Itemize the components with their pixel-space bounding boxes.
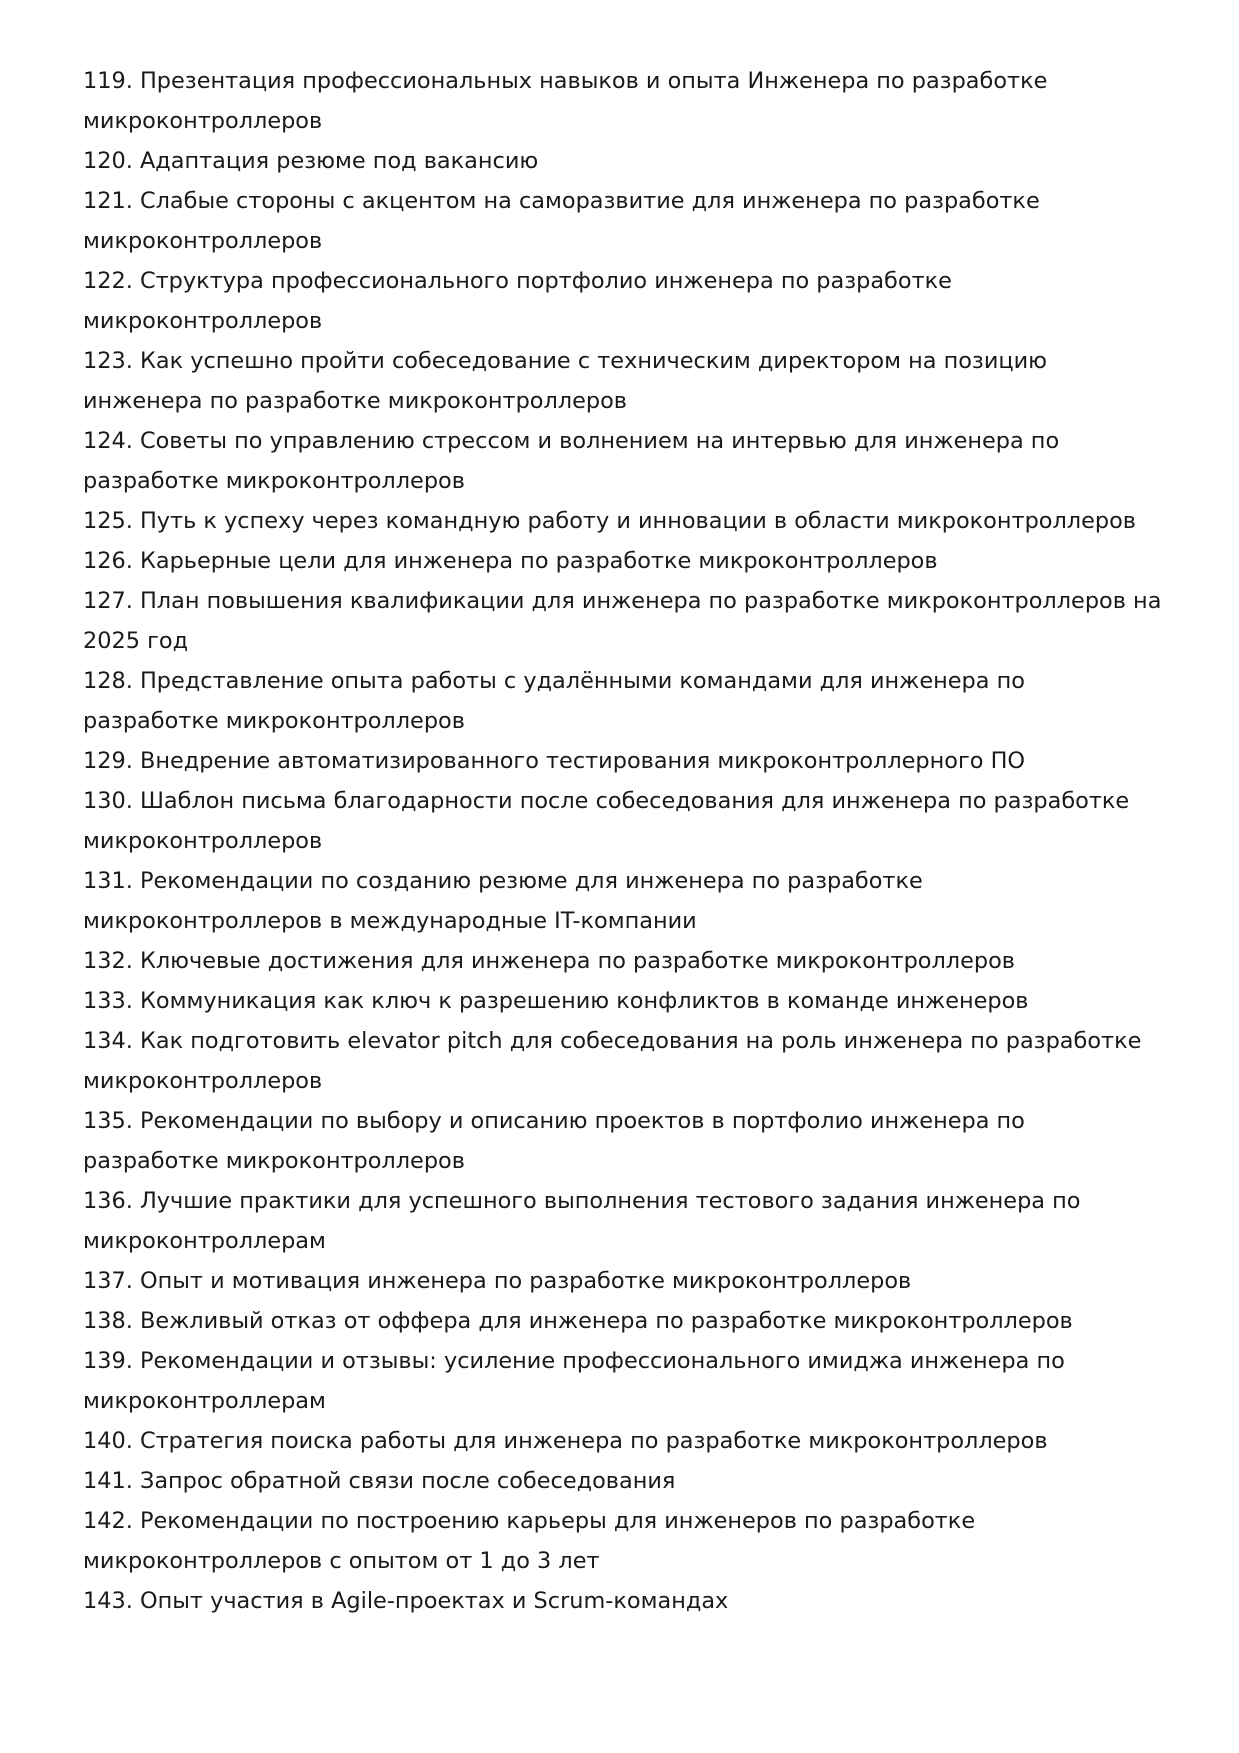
list-item: 127. План повышения квалификации для инженера по разработке микроконтроллеров на 2025 год — [83, 588, 1162, 654]
list-item: 138. Вежливый отказ от оффера для инженера по разработке микроконтроллеров — [83, 1308, 1073, 1334]
list-item: 130. Шаблон письма благодарности после собеседования для инженера по разработке микроконтроллеров — [83, 788, 1130, 854]
list-item: 135. Рекомендации по выбору и описанию проектов в портфолио инженера по разработке микроконтроллеров — [83, 1108, 1025, 1174]
list-item: 128. Представление опыта работы с удалёнными командами для инженера по разработке микроконтроллеров — [83, 668, 1025, 734]
list-item: 120. Адаптация резюме под вакансию — [83, 148, 539, 174]
list-item: 119. Презентация профессиональных навыков и опыта Инженера по разработке микроконтроллеров — [83, 68, 1048, 134]
list-item: 123. Как успешно пройти собеседование с техническим директором на позицию инженера по разработке микроконтроллеров — [83, 348, 1048, 414]
list-item: 132. Ключевые достижения для инженера по разработке микроконтроллеров — [83, 948, 1015, 974]
numbered-list — [83, 61, 1163, 1621]
list-item: 121. Слабые стороны с акцентом на саморазвитие для инженера по разработке микроконтроллеров — [83, 188, 1040, 254]
list-item: 125. Путь к успеху через командную работу и инновации в области микроконтроллеров — [83, 508, 1136, 534]
list-item: 133. Коммуникация как ключ к разрешению конфликтов в команде инженеров — [83, 988, 1029, 1014]
list-item: 122. Структура профессионального портфолио инженера по разработке микроконтроллеров — [83, 268, 952, 334]
list-item: 126. Карьерные цели для инженера по разработке микроконтроллеров — [83, 548, 938, 574]
list-item: 131. Рекомендации по созданию резюме для инженера по разработке микроконтроллеров в международные IT-компании — [83, 868, 923, 934]
list-item: 143. Опыт участия в Agile-проектах и Scrum-командах — [83, 1588, 729, 1614]
list-item: 137. Опыт и мотивация инженера по разработке микроконтроллеров — [83, 1268, 912, 1294]
list-item: 139. Рекомендации и отзывы: усиление профессионального имиджа инженера по микроконтроллерам — [83, 1348, 1065, 1414]
list-item: 124. Советы по управлению стрессом и волнением на интервью для инженера по разработке микроконтроллеров — [83, 428, 1060, 494]
list-item: 134. Как подготовить elevator pitch для собеседования на роль инженера по разработке микроконтроллеров — [83, 1028, 1142, 1094]
list-item: 136. Лучшие практики для успешного выполнения тестового задания инженера по микроконтроллерам — [83, 1188, 1081, 1254]
list-item: 142. Рекомендации по построению карьеры для инженеров по разработке микроконтроллеров с опытом от 1 до 3 лет — [83, 1508, 976, 1574]
list-item: 140. Стратегия поиска работы для инженера по разработке микроконтроллеров — [83, 1428, 1048, 1454]
list-item: 129. Внедрение автоматизированного тестирования микроконтроллерного ПО — [83, 748, 1026, 774]
list-item: 141. Запрос обратной связи после собеседования — [83, 1468, 676, 1494]
